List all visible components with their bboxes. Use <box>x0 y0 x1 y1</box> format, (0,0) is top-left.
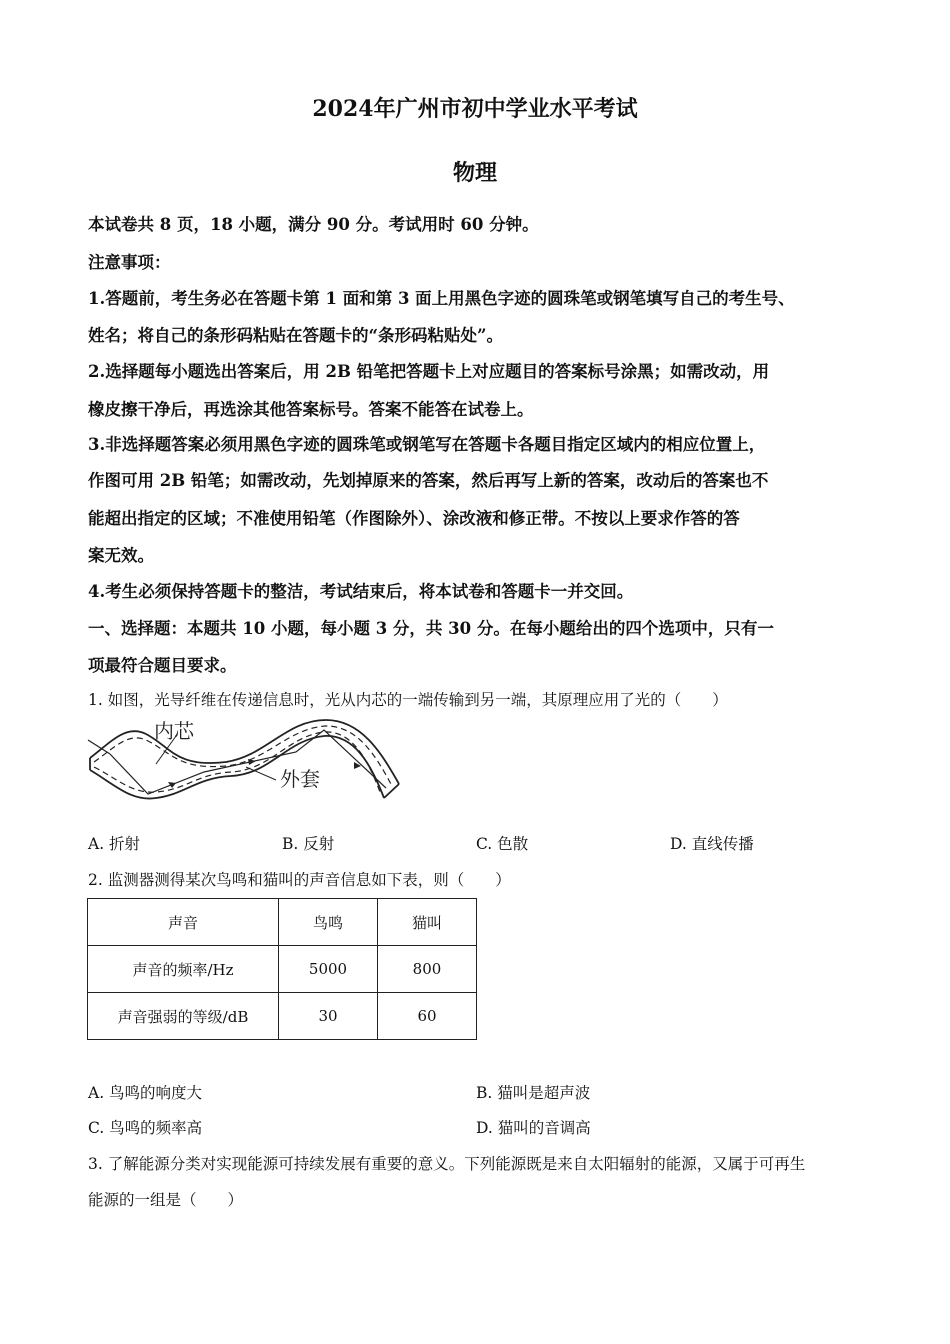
table-header-row <box>88 899 477 946</box>
question-3-stem-line-1: 3. 了解能源分类对实现能源可持续发展有重要的意义。下列能源既是来自太阳辐射的能源，又属于可再生 <box>88 1155 806 1173</box>
question-3-stem-line-2: 能源的一组是（ ） <box>88 1191 244 1209</box>
core-label: 内芯 <box>154 719 194 743</box>
section-1-heading-line-1: 一、选择题：本题共 10 小题，每小题 3 分，共 30 分。在每小题给出的四个选项中，只有一 <box>88 619 774 638</box>
sound-info-table <box>87 898 477 1040</box>
q2-option-b: B. 猫叫是超声波 <box>476 1084 591 1102</box>
fiber-right-end <box>384 784 399 798</box>
table-header-cell: 声音 <box>88 899 279 946</box>
notice-heading: 注意事项： <box>88 253 171 272</box>
note-1-line-1: 1.答题前，考生务必在答题卡第 1 面和第 3 面上用黑色字迹的圆珠笔或钢笔填写自己的考生号、 <box>88 289 795 308</box>
note-2-line-1: 2.选择题每小题选出答案后，用 2B 铅笔把答题卡上对应题目的答案标号涂黑；如需改动，用 <box>88 362 770 381</box>
table-header-cell: 鸟鸣 <box>279 899 378 946</box>
q2-option-c: C. 鸟鸣的频率高 <box>88 1119 203 1137</box>
optical-fiber-figure <box>86 712 406 812</box>
note-3-line-3: 能超出指定的区域；不准使用铅笔（作图除外）、涂改液和修正带。不按以上要求作答的答 <box>88 509 740 528</box>
subject-title: 物理 <box>452 160 497 186</box>
q1-option-a: A. 折射 <box>88 835 141 853</box>
exam-summary: 本试卷共 8 页，18 小题，满分 90 分。考试用时 60 分钟。 <box>88 215 539 234</box>
table-header-cell: 猫叫 <box>378 899 477 946</box>
table-cell: 声音的频率/Hz <box>88 946 279 993</box>
note-4: 4.考生必须保持答题卡的整洁，考试结束后，将本试卷和答题卡一并交回。 <box>88 582 634 601</box>
table-row <box>88 946 477 993</box>
q2-option-d: D. 猫叫的音调高 <box>476 1119 591 1137</box>
q2-option-a: A. 鸟鸣的响度大 <box>88 1084 203 1102</box>
table-cell: 30 <box>279 993 378 1040</box>
table-cell: 声音强弱的等级/dB <box>88 993 279 1040</box>
cladding-leader-line <box>246 767 276 780</box>
cladding-label: 外套 <box>280 767 320 791</box>
table-cell: 5000 <box>279 946 378 993</box>
table-cell: 60 <box>378 993 477 1040</box>
exam-title: 2024年广州市初中学业水平考试 <box>312 96 638 122</box>
ray-arrow-1 <box>168 782 176 788</box>
q1-option-b: B. 反射 <box>282 835 335 853</box>
note-3-line-2: 作图可用 2B 铅笔；如需改动，先划掉原来的答案，然后再写上新的答案，改动后的答案也不 <box>88 471 769 490</box>
table-row <box>88 993 477 1040</box>
section-1-heading-line-2: 项最符合题目要求。 <box>88 656 237 675</box>
note-2-line-2: 橡皮擦干净后，再选涂其他答案标号。答案不能答在试卷上。 <box>88 400 534 419</box>
core-dashed-top <box>94 726 392 786</box>
ray-arrow-2 <box>248 759 256 765</box>
note-3-line-4: 案无效。 <box>88 546 154 565</box>
note-3-line-1: 3.非选择题答案必须用黑色字迹的圆珠笔或钢笔写在答题卡各题目指定区域内的相应位置上， <box>88 435 766 454</box>
note-1-line-2: 姓名；将自己的条形码粘贴在答题卡的“条形码粘贴处”。 <box>88 326 503 345</box>
q1-option-c: C. 色散 <box>476 835 529 853</box>
q1-option-d: D. 直线传播 <box>670 835 754 853</box>
question-1-stem: 1. 如图，光导纤维在传递信息时，光从内芯的一端传输到另一端，其原理应用了光的（ ） <box>88 691 728 709</box>
table-cell: 800 <box>378 946 477 993</box>
question-2-stem: 2. 监测器测得某次鸟鸣和猫叫的声音信息如下表，则（ ） <box>88 871 511 889</box>
